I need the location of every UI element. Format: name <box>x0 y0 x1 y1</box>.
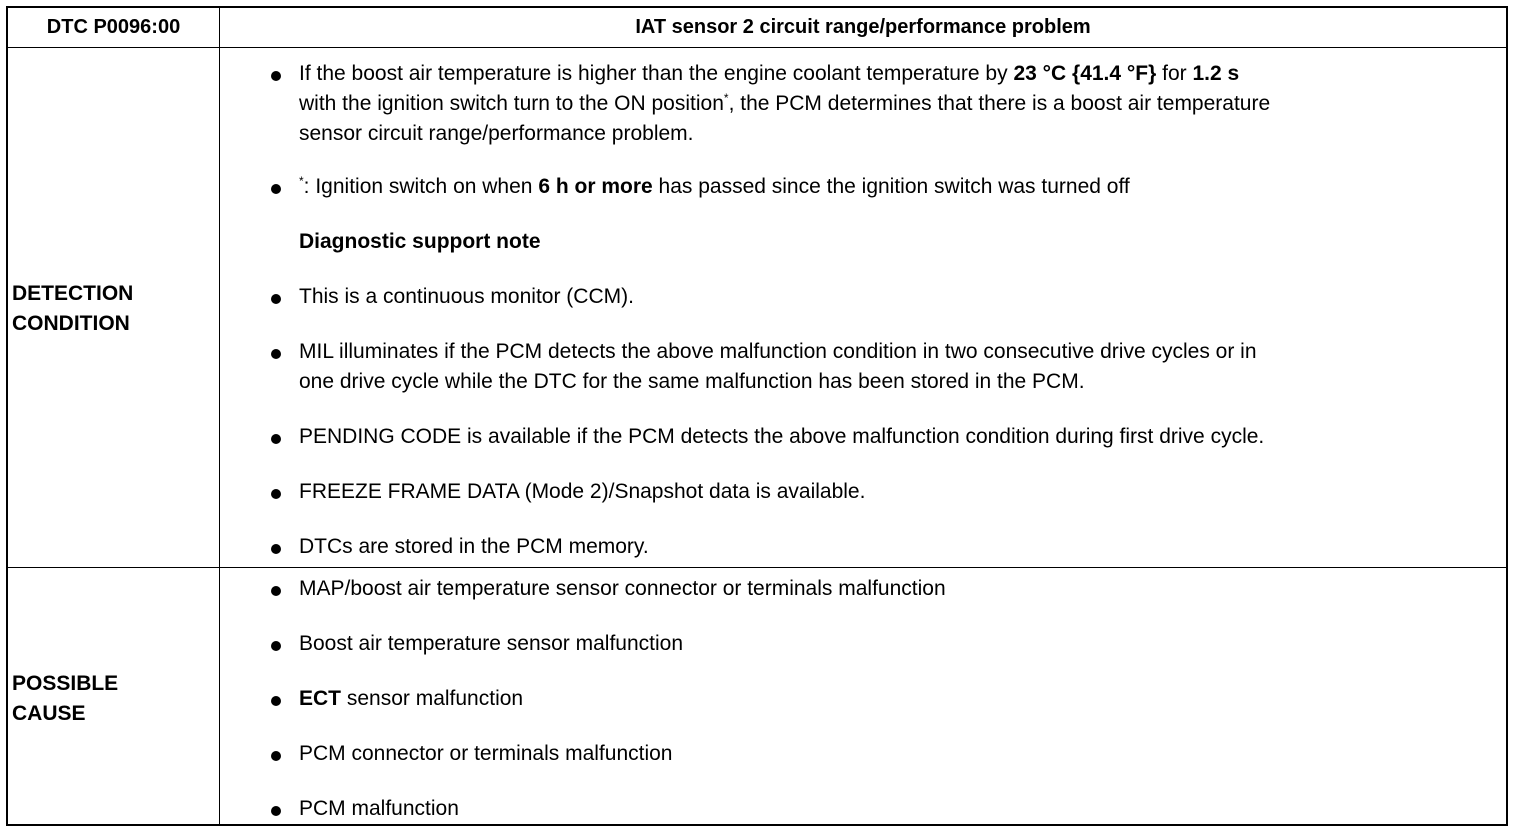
detection-item-5: PENDING CODE is available if the PCM detects the above malfunction condition during first drive cycle. <box>299 425 1265 448</box>
bullet-icon <box>271 71 281 81</box>
possible-cause-label: POSSIBLE CAUSE <box>12 672 119 725</box>
diagnostic-support-heading: Diagnostic support note <box>299 230 541 253</box>
cause-item-3: ECT sensor malfunction <box>299 687 524 710</box>
dtc-title: IAT sensor 2 circuit range/performance problem <box>635 16 1091 38</box>
row-divider <box>8 567 1506 568</box>
bullet-icon <box>271 696 281 706</box>
bullet-icon <box>271 586 281 596</box>
detection-item-4: MIL illuminates if the PCM detects the above malfunction condition in two consecutive drive cycles or in one drive cycle while the DTC for the same malfunction has been stored in the PCM. <box>299 340 1257 393</box>
cause-item-1: MAP/boost air temperature sensor connector or terminals malfunction <box>299 577 946 600</box>
detection-item-2: *: Ignition switch on when 6 h or more has passed since the ignition switch was turned off <box>299 174 1130 198</box>
bullet-icon <box>271 641 281 651</box>
detection-item-1: If the boost air temperature is higher than the engine coolant temperature by 23 °C {41.4 °F} for 1.2 s with the ignition switch turn to the ON position*, the PCM determines that there is a boost air temperature sensor circuit range/performance problem. <box>299 62 1271 145</box>
bullet-icon <box>271 751 281 761</box>
column-divider <box>219 8 220 824</box>
bullet-icon <box>271 184 281 194</box>
detection-condition-label: DETECTION CONDITION <box>12 282 134 335</box>
bullet-icon <box>271 544 281 554</box>
dtc-table <box>6 6 1508 826</box>
detection-item-6: FREEZE FRAME DATA (Mode 2)/Snapshot data is available. <box>299 480 866 503</box>
detection-item-3: This is a continuous monitor (CCM). <box>299 285 634 308</box>
cause-item-4: PCM connector or terminals malfunction <box>299 742 673 765</box>
bullet-icon <box>271 489 281 499</box>
bullet-icon <box>271 434 281 444</box>
dtc-code: DTC P0096:00 <box>46 16 181 38</box>
bullet-icon <box>271 294 281 304</box>
detection-item-7: DTCs are stored in the PCM memory. <box>299 535 649 558</box>
bullet-icon <box>271 349 281 359</box>
cause-item-2: Boost air temperature sensor malfunction <box>299 632 684 655</box>
cause-item-5: PCM malfunction <box>299 797 459 820</box>
bullet-icon <box>271 806 281 816</box>
header-divider <box>8 47 1506 48</box>
